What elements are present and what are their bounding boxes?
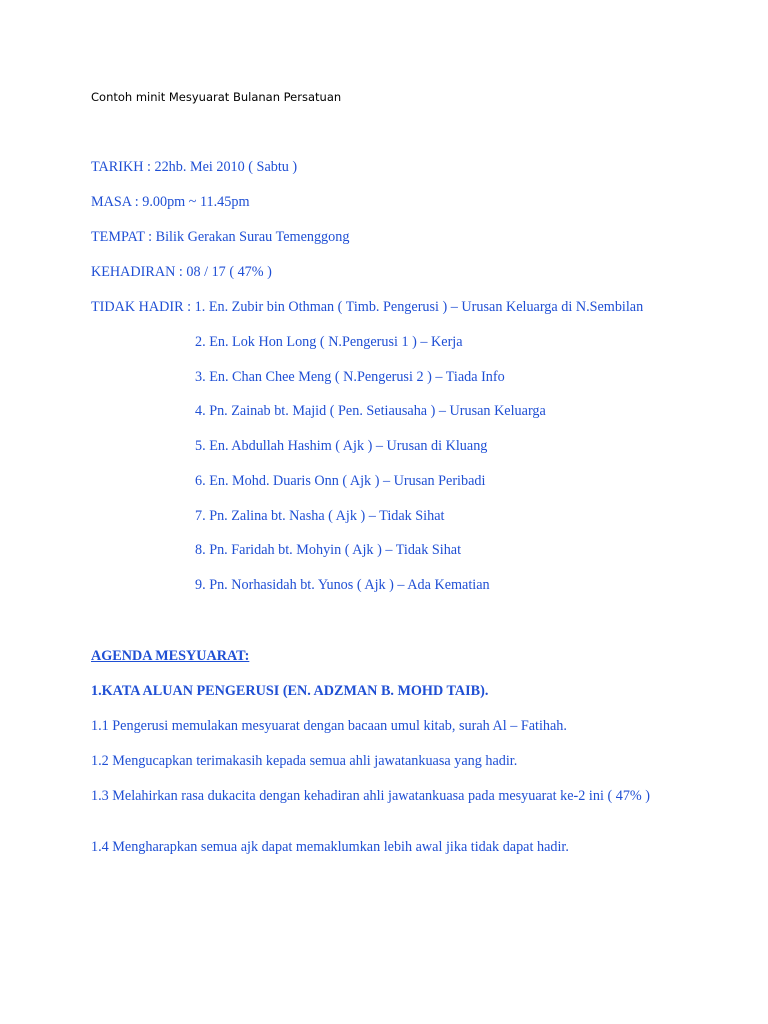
agenda-point: 1.4 Mengharapkan semua ajk dapat memaklumkan lebih awal jika tidak dapat hadir. [91, 839, 569, 855]
absentee-item: 5. En. Abdullah Hashim ( Ajk ) – Urusan di Kluang [195, 438, 488, 454]
agenda-section-heading: 1.KATA ALUAN PENGERUSI (EN. ADZMAN B. MOHD TAIB). [91, 683, 489, 699]
absentee-item: 7. Pn. Zalina bt. Nasha ( Ajk ) – Tidak Sihat [195, 508, 445, 524]
absentee-item: 8. Pn. Faridah bt. Mohyin ( Ajk ) – Tidak Sihat [195, 542, 462, 558]
kehadiran-line: KEHADIRAN : 08 / 17 ( 47% ) [91, 264, 272, 280]
tarikh-line: TARIKH : 22hb. Mei 2010 ( Sabtu ) [91, 159, 298, 175]
document-title: Contoh minit Mesyuarat Bulanan Persatuan [91, 90, 342, 104]
tidak-hadir-line: TIDAK HADIR : 1. En. Zubir bin Othman ( Timb. Pengerusi ) – Urusan Keluarga di N.Sembilan [91, 299, 644, 315]
absentee-item: 2. En. Lok Hon Long ( N.Pengerusi 1 ) – Kerja [195, 334, 463, 350]
absentee-item: 6. En. Mohd. Duaris Onn ( Ajk ) – Urusan Peribadi [195, 473, 486, 489]
absentee-item: 3. En. Chan Chee Meng ( N.Pengerusi 2 ) – Tiada Info [195, 369, 505, 385]
absentee-item: 9. Pn. Norhasidah bt. Yunos ( Ajk ) – Ada Kematian [195, 577, 490, 593]
agenda-point: 1.1 Pengerusi memulakan mesyuarat dengan bacaan umul kitab, surah Al – Fatihah. [91, 718, 567, 734]
agenda-point: 1.3 Melahirkan rasa dukacita dengan kehadiran ahli jawatankuasa pada mesyuarat ke-2 ini ( 47% ) [91, 788, 650, 804]
agenda-point: 1.2 Mengucapkan terimakasih kepada semua ahli jawatankuasa yang hadir. [91, 753, 518, 769]
masa-line: MASA : 9.00pm ~ 11.45pm [91, 194, 250, 210]
tempat-line: TEMPAT : Bilik Gerakan Surau Temenggong [91, 229, 350, 245]
agenda-heading: AGENDA MESYUARAT: [91, 648, 250, 664]
absentee-item: 4. Pn. Zainab bt. Majid ( Pen. Setiausaha ) – Urusan Keluarga [195, 403, 546, 419]
